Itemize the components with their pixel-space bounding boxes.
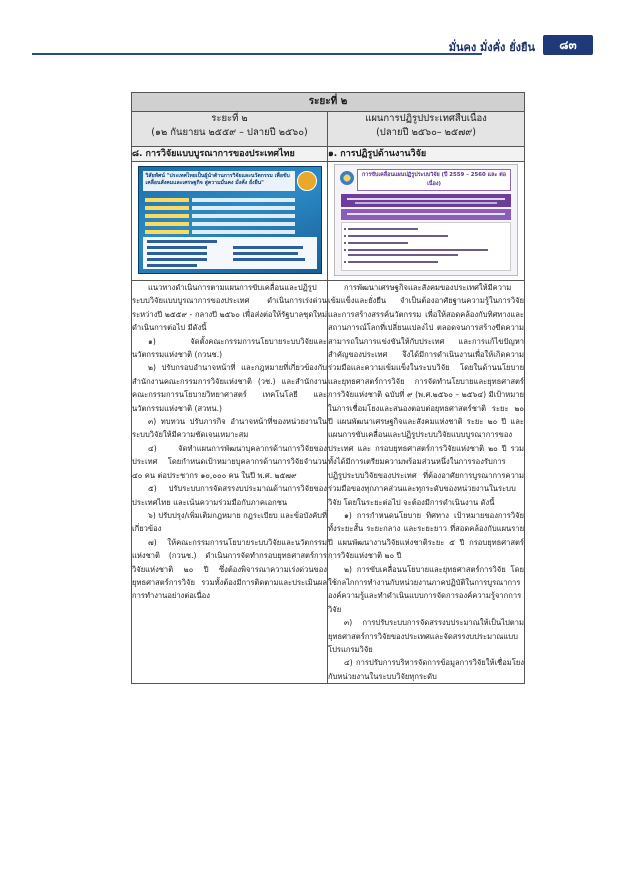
plan-item-list [341,222,511,271]
left-column-period: (๑๒ กันยายน ๒๕๕๙ – ปลายปี ๒๕๖๐) [151,127,308,138]
emblem-icon [340,171,354,185]
reform-plan-title: การขับเคลื่อนแผนปฏิรูประบบวิจัย (ปี 2559 – 2560 และ ต่อเนื่อง) [357,169,511,191]
left-image-cell [132,162,328,281]
header-title: มั่นคง มั่งคั่ง ยั่งยืน [448,41,535,54]
phase-line [145,205,295,211]
right-body [328,281,525,684]
phase-line [145,197,295,203]
right-column-period: (ปลายปี ๒๕๖๐– ๒๕๗๙) [376,127,476,138]
reform-table [131,92,525,684]
left-body [132,281,328,684]
right-paragraph: ๔) การปรับการบริหารจัดการข้อมูลการวิจัยให้เชื่อมโยงกับหน่วยงานในระบบวิจัยทุกระดับ [328,658,525,681]
research-vision-infographic [138,166,322,274]
left-paragraph: ๒) ปรับกรอบอำนาจหน้าที่ และกฎหมายที่เกี่ยวข้องกับสำนักงานคณะกรรมการวิจัยแห่งชาติ (วช.) และสำนักงานคณะกรรมการนโยบายวิทยาศาสตร์ เทคโนโลยี และนวัตกรรมแห่งชาติ (สวทน.) [132,363,327,413]
left-paragraph: แนวทางดำเนินการตามแผนการขับเคลื่อนและปฏิรูประบบวิจัยแบบบูรณาการของประเทศ ดำเนินการเร่งด่วนระหว่างปี ๒๕๕๙ - กลางปี ๒๕๖๐ เพื่อส่งต่อให้รัฐบาลชุดใหม่ดำเนินการต่อไป มีดังนี้ [132,283,327,333]
left-paragraph: ๕) ปรับระบบการจัดสรรงบประมาณด้านการวิจัยของประเทศไทย และเน้นความร่วมมือกับภาคเอกชน [132,484,327,507]
reform-plan-infographic [334,164,518,276]
plan-band [341,194,511,207]
right-column-title: แผนการปฏิรูปประเทศสืบเนื่อง [365,113,487,124]
left-subhead: ๘. การวิจัยแบบบูรณาการของประเทศไทย [132,147,328,162]
right-subhead: ๑. การปฏิรูปด้านงานวิจัย [328,147,525,162]
right-image-cell [328,162,525,281]
left-paragraph: ๖) ปรับปรุง/เพิ่มเติมกฎหมาย กฎระเบียบ และข้อบังคับที่เกี่ยวข้อง [132,510,327,534]
left-column-title: ระยะที่ ๒ [211,113,248,124]
left-column-header [132,112,328,147]
phase-header: ระยะที่ ๒ [132,93,525,112]
right-column-header [328,112,525,147]
phase-line [145,221,295,227]
phase-line [145,213,295,219]
vision-banner: วิสัยทัศน์ "ประเทศไทยเป็นผู้นำด้านการวิจัยและนวัตกรรม เพื่อขับเคลื่อนสังคมและเศรษฐกิจ สู่ความมั่นคง มั่งคั่ง ยั่งยืน" [143,171,295,191]
header-rule [32,53,482,55]
plan-band [341,209,511,220]
page-number-badge: ๘๓ [543,35,593,55]
left-paragraph: ๔) จัดทำแผนการพัฒนาบุคลากรด้านการวิจัยของประเทศ โดยกำหนดเป้าหมายบุคลากรด้านการวิจัยจำนวน ๔๐ คน ต่อประชากร ๑๐,๐๐๐ คน ในปี พ.ศ. ๒๕๗๙ [132,443,327,480]
left-paragraph: ๗) ให้คณะกรรมการนโยบายระบบวิจัยและนวัตกรรมแห่งชาติ (กวนช.) ดำเนินการจัดทำกรอบยุทธศาสตร์การวิจัยแห่งชาติ ๒๐ ปี ซึ่งต้องพิจารณาความเร่งด่วนของยุทธศาสตร์การวิจัย รวมทั้งต้องมีการติดตามและประเมินผลการทำงานอย่างต่อเนื่อง [132,537,327,601]
strategy-list-block [143,237,317,269]
left-paragraph: ๑) จัดตั้งคณะกรรมการนโยบายระบบวิจัยและนวัตกรรมแห่งชาติ (กวนช.) [132,336,327,360]
phase-line [145,229,295,235]
right-paragraph: ๑) การกำหนดนโยบาย ทิศทาง เป้าหมายของการวิจัยทั้งระยะสั้น ระยะกลาง และระยะยาว ที่สอดคล้องกับแผนรายปี แผนพัฒนางานวิจัยแห่งชาติระยะ ๕ ปี กรอบยุทธศาสตร์การวิจัยแห่งชาติ ๒๐ ปี [328,510,525,561]
right-paragraph: การพัฒนาเศรษฐกิจและสังคมของประเทศให้มีความเข้มแข็งและยั่งยืน จำเป็นต้องอาศัยฐานความรู้ในการวิจัยและการสร้างสรรค์นวัตกรรม เพื่อให้สอดคล้องกับทิศทางและสถานการณ์โลกที่เปลี่ยนแปลงไป ตลอดจนการสร้างขีดความสามารถในการแข่งขันให้กับประเทศ และการแก้ไขปัญหาสำคัญของประเทศ จึงได้มีการดำเนินงานเพื่อให้เกิดความร่วมมือและความเข้มแข็งในระบบวิจัย โดยในด้านนโยบายและยุทธศาสตร์การวิจัย การจัดทำนโยบายและยุทธศาสตร์การวิจัยแห่งชาติ ฉบับที่ ๙ (พ.ศ.๒๕๖๐ – ๒๕๖๔) มีเป้าหมายในการเชื่อมโยงและสนองตอบต่อยุทธศาสตร์ชาติ ระยะ ๒๐ ปี แผนพัฒนาเศรษฐกิจและสังคมแห่งชาติ ระยะ ๒๐ ปี และแผนการขับเคลื่อนและปฏิรูประบบวิจัยแบบบูรณาการของประเทศ และ กรอบยุทธศาสตร์การวิจัยแห่งชาติ ๒๐ ปี รวมทั้งได้มีการเตรียมความพร้อมส่วนหนึ่งในการรองรับการปฏิรูประบบวิจัยของประเทศ ที่ต้องอาศัยการบูรณาการความร่วมมือของทุกภาคส่วนและทุกระดับของหน่วยงานในระบบวิจัย โดยในระยะต่อไป จะต้องมีการดำเนินงาน ดังนี้ [328,283,525,507]
emblem-icon [297,171,317,191]
right-paragraph: ๓) การปรับระบบการจัดสรรงบประมาณให้เป็นไปตามยุทธศาสตร์การวิจัยของประเทศและจัดสรรงบประมาณแบบโปรแกรมวิจัย [328,618,525,654]
left-paragraph: ๓) ทบทวน ปรับภารกิจ อำนาจหน้าที่ของหน่วยงานในระบบวิจัยให้มีความชัดเจนเหมาะสม [132,417,327,440]
right-paragraph: ๒) การขับเคลื่อนนโยบายและยุทธศาสตร์การวิจัย โดยใช้กลไกการทำงานกับหน่วยงานภาคปฏิบัติในการบูรณาการองค์ความรู้และทำดำเนินแบบการจัดการองค์ความรู้จากการวิจัย [328,564,525,614]
